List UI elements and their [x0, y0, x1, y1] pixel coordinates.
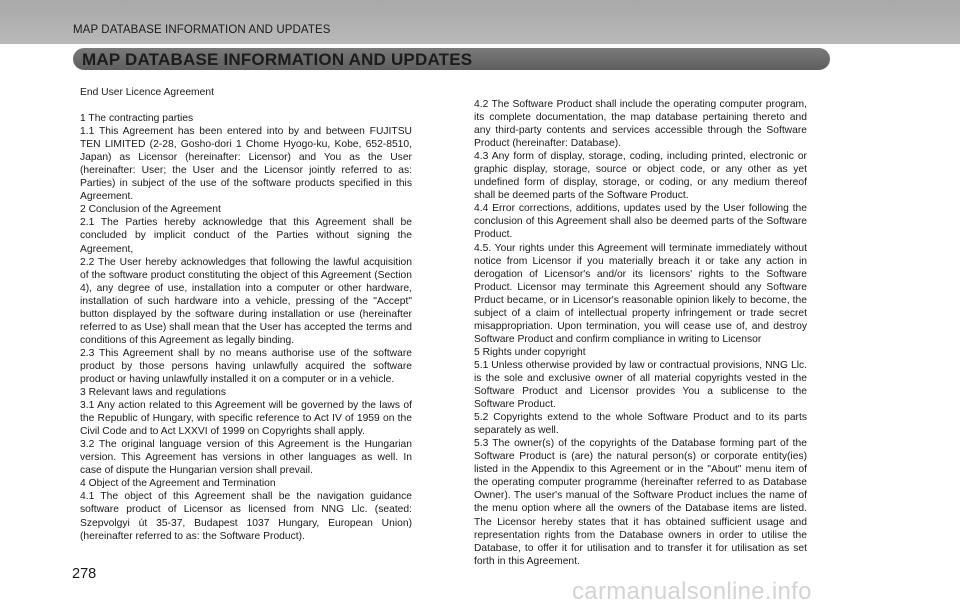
clause: 3.2 The original language version of this Agreement is the Hungarian version. This Agreement has versions in other languages as well. In case of dispute the Hungarian version shall prevail. [80, 439, 412, 477]
clause: 4.5. Your rights under this Agreement will terminate immediately without notice from Licensor if you materially breach it or take any action in derogation of Licensor's and/or its licensors' rights to the Software Product. Licensor may terminate this Agreement should any Software Prduct became, or in Licensor's reasonable opinion likely to become, the subject of a claim of intellectual property infringement or trade secret misappropriation. Upon termination, you will cease use of, and destroy Software Product and confirm compliance in writing to Licensor [474, 242, 807, 345]
clause: 5.1 Unless otherwise provided by law or contractual provisions, NNG Llc. is the sole and exclusive owner of all material copyrights vested in the Software Product and Licensor provides You a sublicense to the Software Product. [474, 359, 807, 411]
clause: 1.1 This Agreement has been entered into by and between FUJITSU TEN LIMITED (2-28, Gosho-dori 1 Chome Hyogo-ku, Kobe, 652-8510, Japan) as Licensor (hereinafter: Licensor) and You as the User (hereinafter: User; the User and the Licensor jointly referred to as: Parties) in subject of the use of the software products specified in this Agreement. [80, 126, 412, 203]
clause: 4.3 Any form of display, storage, coding, including printed, electronic or graphic display, storage, source or object code, or any other as yet undefined form of display, storage, or coding, or any medium thereof shall be deemed parts of the Software Product. [474, 151, 807, 202]
page-number: 278 [72, 566, 97, 582]
clause: 4.4 Error corrections, additions, updates used by the User following the conclusion of this Agreement shall also be deemed parts of the Software Product. [474, 203, 807, 241]
agreement-title: End User Licence Agreement [80, 87, 214, 98]
page-title: MAP DATABASE INFORMATION AND UPDATES [82, 50, 473, 69]
right-column [474, 98, 807, 568]
clause: 1 The contracting parties [80, 113, 194, 125]
clause: 4.2 The Software Product shall include the operating computer program, its complete documentation, the map database pertaining thereto and any third-party contents and services accessible through the Software Product (hereinafter: Database). [474, 99, 807, 150]
clause: 3 Relevant laws and regulations [80, 387, 226, 399]
clause: 2.1 The Parties hereby acknowledge that this Agreement shall be concluded by implicit conduct of the Parties without signing the Agreement, [80, 217, 412, 255]
left-column [80, 86, 412, 543]
watermark: carmanualsonline.info [572, 578, 812, 605]
clause: 4.1 The object of this Agreement shall be the navigation guidance software product of Licensor as licensed from NNG Llc. (seated: Szepvolgyi út 35-37, Budapest 1037 Hungary, European Union) (hereinafter referred to as: the Software Product). [80, 491, 412, 542]
clause: 5.2 Copyrights extend to the whole Software Product and to its parts separately as well. [474, 412, 807, 437]
clause: 3.1 Any action related to this Agreement will be governed by the laws of the Republic of Hungary, with specific reference to Act IV of 1959 on the Civil Code and to Act LXXVI of 1999 on Copyrights shall apply. [80, 400, 412, 438]
clause: 2.3 This Agreement shall by no means authorise use of the software product by those persons having unlawfully acquired the software product or having unlawfully installed it on a computer or in a vehicle. [80, 347, 412, 385]
clause: 2 Conclusion of the Agreement [80, 204, 221, 216]
header-section-label: MAP DATABASE INFORMATION AND UPDATES [73, 24, 331, 36]
title-bar [73, 48, 830, 70]
header-band [0, 0, 960, 44]
clause: 4 Object of the Agreement and Termination [80, 478, 276, 490]
clause: 5.3 The owner(s) of the copyrights of the Database forming part of the Software Product is (are) the natural person(s) or corporate entity(ies) listed in the Appendix to this Agreement or in the "About" menu item of the operating computer programme (hereinafter referred to as Database Owner). The user's manual of the Software Product inclues the name of the menu option where all the owners of the Database items are listed. The Licensor hereby states that it has obtained sufficient usage and representation rights from the Database owners in order to utilise the Database, to offer it for utilisation and to transfer it for utilisation as set forth in this Agreement. [474, 438, 807, 567]
clause: 5 Rights under copyright [474, 346, 586, 358]
clause: 2.2 The User hereby acknowledges that following the lawful acquisition of the software product constituting the object of this Agreement (Section 4), any degree of use, installation into a computer or other hardware, installation of such hardware into a vehicle, pressing of the "Accept" button displayed by the software during installation or use (hereinafter referred to as Use) shall mean that the User has accepted the terms and conditions of this Agreement as legally binding. [80, 256, 412, 346]
